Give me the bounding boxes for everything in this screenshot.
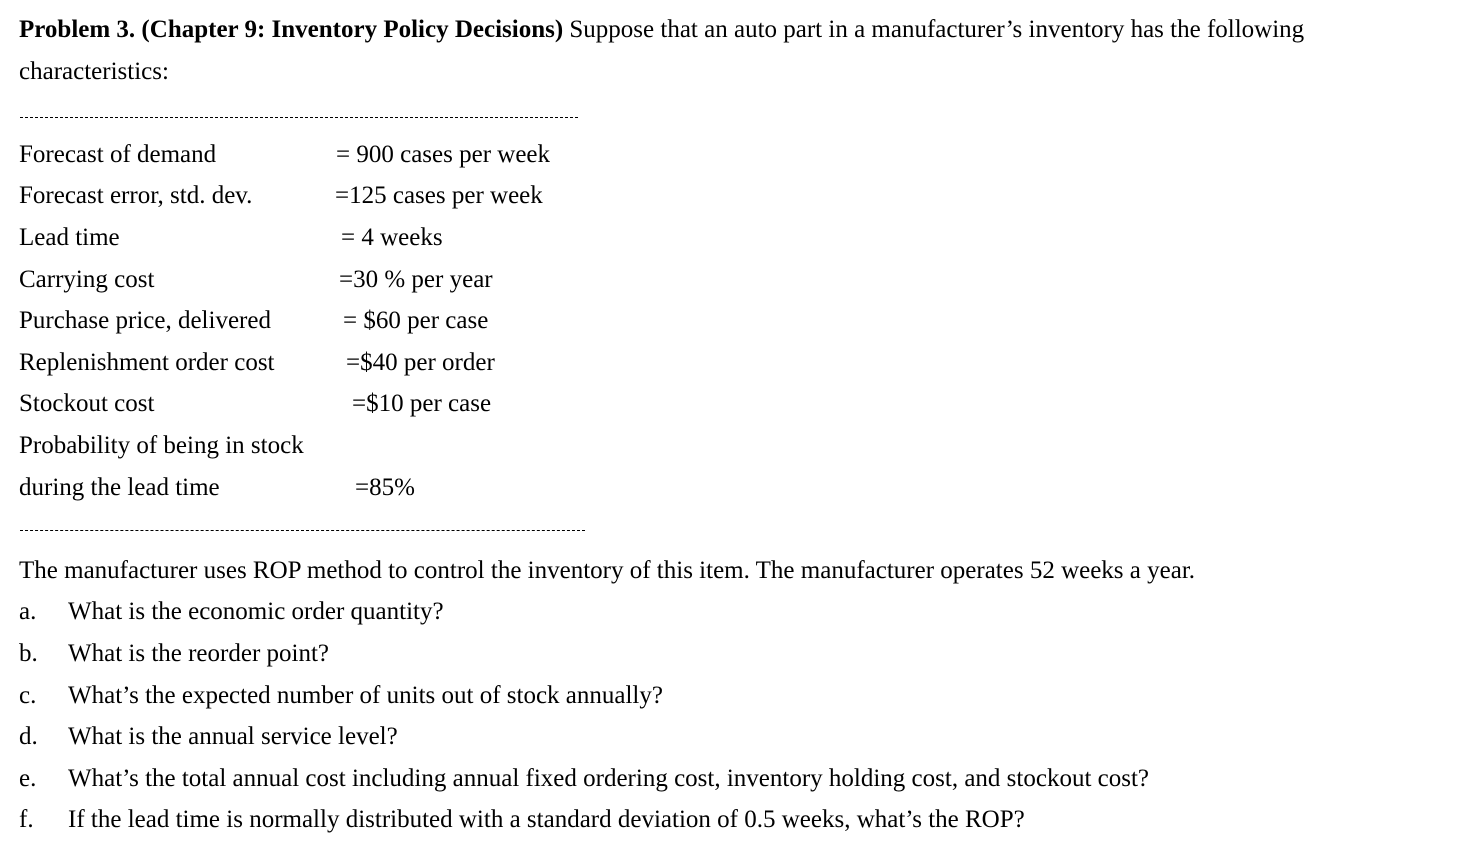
characteristic-value: =85% — [355, 474, 415, 501]
problem-statement — [19, 15, 1304, 45]
question-text: If the lead time is normally distributed with a standard deviation of 0.5 weeks, what’s the ROP? — [68, 806, 1025, 833]
characteristic-value: =30 % per year — [339, 266, 493, 293]
characteristic-value: = $60 per case — [343, 307, 489, 334]
characteristic-label: Probability of being in stock — [19, 432, 304, 459]
characteristic-value: = 900 cases per week — [336, 141, 551, 168]
separator-bottom — [20, 530, 585, 531]
question-letter: a. — [19, 598, 37, 625]
characteristic-label: during the lead time — [19, 474, 220, 501]
problem-intro: Suppose that an auto part in a manufacturer’s inventory has the following — [563, 16, 1305, 43]
characteristic-label: Stockout cost — [19, 390, 155, 417]
question-text: What’s the total annual cost including annual fixed ordering cost, inventory holding cost, and stockout cost? — [68, 765, 1150, 792]
question-letter: f. — [19, 806, 34, 833]
question-letter: c. — [19, 682, 37, 709]
characteristic-label: Lead time — [19, 224, 120, 251]
characteristic-value: = 4 weeks — [341, 224, 443, 251]
question-text: What is the reorder point? — [68, 640, 330, 667]
characteristic-label: Replenishment order cost — [19, 349, 275, 376]
question-text: What is the economic order quantity? — [68, 598, 444, 625]
characteristic-value: =$40 per order — [346, 349, 495, 376]
question-text: What’s the expected number of units out of stock annually? — [68, 682, 663, 709]
question-text: What is the annual service level? — [68, 723, 398, 750]
characteristic-label: Forecast of demand — [19, 141, 217, 168]
question-letter: b. — [19, 640, 38, 667]
problem-intro-continued: characteristics: — [19, 58, 169, 85]
problem-heading: Problem 3. (Chapter 9: Inventory Policy Decisions) — [19, 16, 564, 43]
characteristic-label: Purchase price, delivered — [19, 307, 271, 334]
problem-body-text: The manufacturer uses ROP method to control the inventory of this item. The manufacturer operates 52 weeks a year. — [19, 557, 1196, 584]
separator-top — [20, 117, 578, 118]
question-letter: e. — [19, 765, 37, 792]
characteristic-label: Forecast error, std. dev. — [19, 182, 253, 209]
characteristic-value: =125 cases per week — [335, 182, 543, 209]
characteristic-label: Carrying cost — [19, 266, 155, 293]
characteristic-value: =$10 per case — [352, 390, 492, 417]
question-letter: d. — [19, 723, 38, 750]
